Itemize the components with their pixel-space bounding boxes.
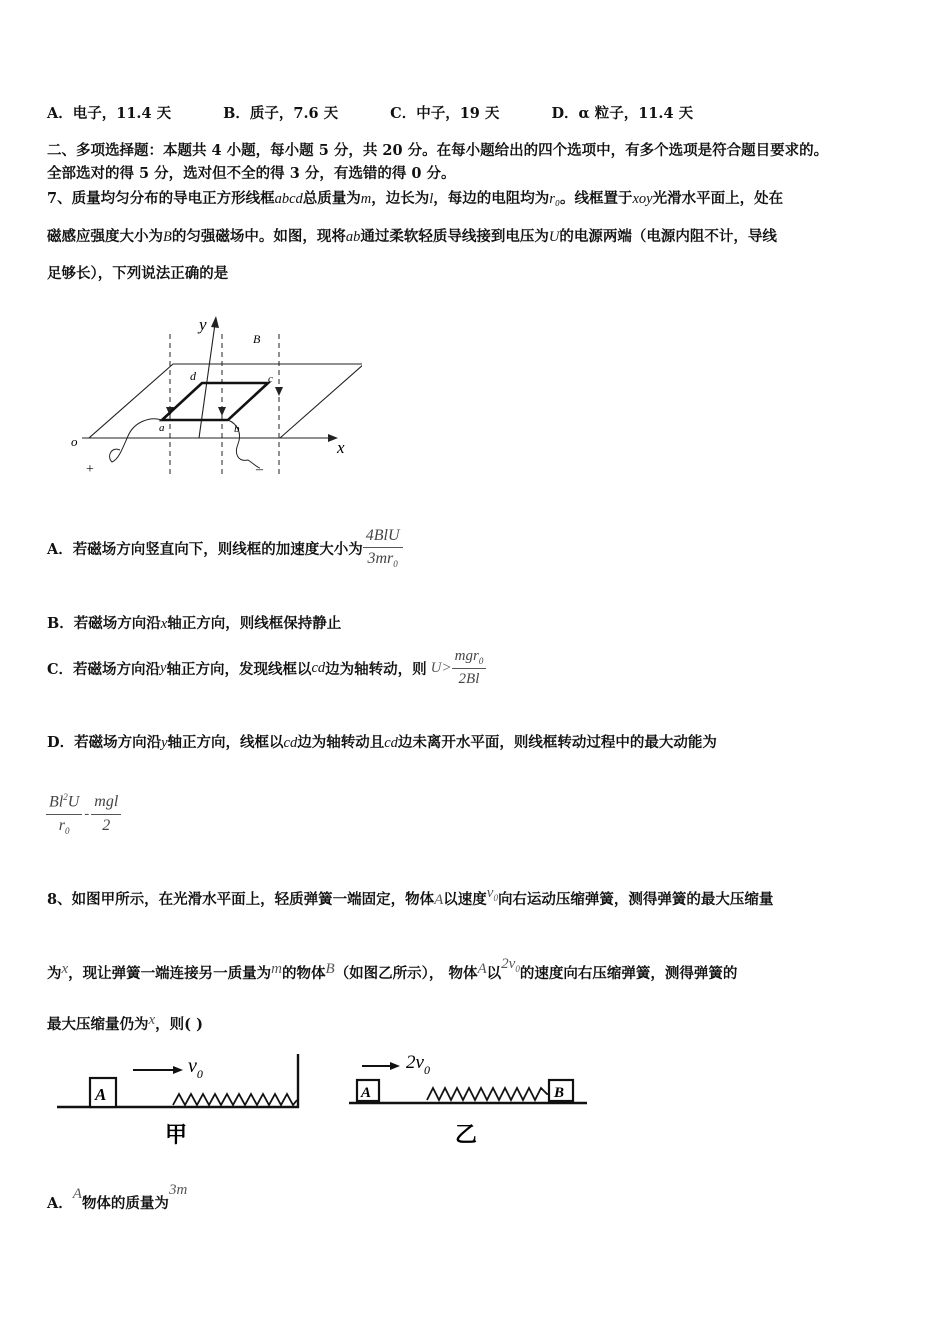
q7-stem-line2 — [47, 225, 777, 246]
q7-option-a-text: A．若磁场方向竖直向下，则线框的加速度大小为 — [47, 540, 363, 558]
q7-figure — [62, 310, 362, 490]
q6-options-row — [47, 102, 745, 123]
q8-option-a[interactable] — [47, 1182, 188, 1213]
q7-text: 总质量为 — [302, 190, 361, 207]
block-b-label: B — [554, 1085, 565, 1101]
q7-var-b: B — [163, 229, 172, 245]
q8-var-a: A — [477, 961, 487, 977]
q7-option-b-text: B．若磁场方向沿 — [47, 615, 161, 632]
plane-outline — [89, 364, 362, 438]
v-text: v — [188, 1055, 197, 1077]
q7-text: 。线框置于 — [559, 190, 633, 207]
num-text: U — [67, 793, 80, 811]
q7-option-c-var-cd: cd — [311, 659, 326, 676]
q8-option-a-var-3m: 3m — [168, 1182, 188, 1198]
q8-text: ，现让弹簧一端连接另一质量为 — [68, 965, 272, 982]
label-b-field: B — [253, 332, 261, 346]
label-y: y — [199, 315, 207, 334]
den-subscript: 0 — [393, 559, 398, 570]
spring — [427, 1088, 549, 1100]
label-b-corner: b — [234, 423, 240, 435]
q8-var-a: A — [434, 892, 444, 908]
q7-var-u: U — [548, 229, 560, 245]
fraction-denominator — [363, 548, 403, 570]
label-minus: – — [256, 462, 263, 477]
q7-option-c-var-y: y — [160, 659, 167, 676]
q8-option-a-var-a: A — [72, 1186, 82, 1202]
q7-var-m: m — [360, 191, 372, 207]
caption-jia: 甲 — [165, 1122, 188, 1147]
fraction-numerator — [452, 648, 487, 669]
q7-option-c-text: 轴正方向，发现线框以 — [166, 660, 312, 678]
num-text: mgr — [454, 648, 479, 664]
field-lines — [170, 334, 279, 474]
q8-text: 以 — [486, 965, 502, 982]
label-x: x — [337, 438, 345, 457]
q7-option-c-text: 边为轴转动，则 — [325, 660, 427, 678]
q7-option-b-text: 轴正方向，则线框保持静止 — [167, 615, 342, 632]
q8-text: 的物体 — [282, 965, 326, 982]
q6-option-a[interactable]: A．电子，11.4 天 — [47, 105, 172, 122]
q7-stem-line3: 足够长），下列说法正确的是 — [47, 265, 229, 282]
q7-option-d-text: 边为轴转动且 — [297, 734, 385, 751]
velocity-arrow-head-icon — [390, 1062, 400, 1070]
label-o: o — [71, 434, 78, 449]
den-text: r — [58, 816, 65, 834]
wire-frame-abcd — [162, 383, 268, 420]
velocity-label — [406, 1052, 430, 1077]
label-d: d — [190, 369, 196, 383]
q7-option-a-fraction — [363, 527, 403, 570]
q7-text: ，每边的电阻均为 — [433, 190, 550, 207]
q7-stem-line1 — [47, 187, 783, 208]
q7-option-d-text: 边未离开水平面，则线框转动过程中的最大动能为 — [397, 734, 717, 751]
q8-figure-jia — [55, 1050, 305, 1150]
q7-text: ，边长为 — [371, 190, 430, 207]
minus-sign: - — [84, 805, 90, 822]
label-a: a — [159, 422, 165, 434]
q8-var-x: x — [148, 1012, 156, 1028]
v-subscript: 0 — [196, 1067, 203, 1081]
q8-text: 8、如图甲所示，在光滑水平面上，轻质弹簧一端固定，物体 — [47, 891, 435, 908]
label-c: c — [268, 373, 273, 385]
q7-text: 的匀强磁场中。如图，现将 — [171, 228, 346, 245]
q7-text: 的电源两端（电源内阻不计，导线 — [559, 228, 777, 245]
q7-option-b[interactable] — [47, 612, 341, 633]
v-text: 2v — [406, 1052, 424, 1073]
q8-option-a-text: 物体的质量为 — [81, 1195, 169, 1212]
q7-option-b-var-x: x — [160, 616, 168, 632]
y-axis-arrow-icon — [211, 316, 219, 328]
q7-text: 7、质量均匀分布的导电正方形线框 — [47, 190, 275, 207]
q6-option-d[interactable]: D．α 粒子，11.4 天 — [551, 105, 694, 122]
q8-stem-line2 — [47, 956, 738, 984]
q7-option-d-fraction-1 — [46, 792, 82, 836]
q7-var-l: l — [429, 191, 434, 207]
q7-option-a[interactable] — [47, 527, 403, 570]
lead-wire-b — [228, 420, 260, 468]
spring — [173, 1094, 297, 1105]
q7-option-c-text: C．若磁场方向沿 — [47, 660, 161, 678]
q7-option-d-fraction-2 — [91, 793, 121, 835]
q7-text: 磁感应强度大小为 — [47, 228, 163, 245]
v-text: v — [486, 885, 494, 901]
velocity-arrow-head-icon — [173, 1066, 183, 1074]
q8-text: ，则( ) — [155, 1016, 203, 1033]
q7-option-d-var-cd: cd — [283, 735, 298, 751]
q7-option-d-text: D．若磁场方向沿 — [47, 734, 162, 751]
q8-text: 的速度向右压缩弹簧，测得弹簧的 — [519, 965, 738, 982]
q8-text: 最大压缩量仍为 — [47, 1016, 149, 1033]
q8-text: （如图乙所示）， 物体 — [334, 965, 478, 982]
q7-option-c-u-gt: U> — [430, 659, 452, 676]
q7-var-r0: r₀ — [549, 191, 560, 207]
q8-figure-yi — [345, 1048, 590, 1148]
q8-stem-line3 — [47, 1013, 203, 1034]
label-plus: + — [86, 462, 94, 477]
den-subscript: 0 — [65, 825, 70, 836]
q8-text: 向右运动压缩弹簧，测得弹簧的最大压缩量 — [497, 891, 774, 908]
q8-var-x: x — [61, 961, 69, 977]
q7-option-d-formula — [46, 792, 121, 836]
fraction-numerator: mgl — [91, 793, 121, 814]
num-superscript: 2 — [63, 792, 68, 802]
q7-var-ab: ab — [345, 229, 361, 245]
velocity-label — [188, 1055, 203, 1081]
q7-option-d-var-y: y — [161, 735, 168, 751]
q8-option-a-text: A． — [47, 1195, 73, 1212]
q7-option-c[interactable] — [47, 648, 486, 689]
q7-option-d[interactable] — [47, 731, 717, 752]
caption-yi: 乙 — [455, 1122, 478, 1147]
q7-option-d-var-cd: cd — [384, 735, 398, 751]
lead-wire-a — [110, 419, 162, 462]
v-text: 2v — [501, 956, 516, 972]
q7-var-abcd: abcd — [274, 191, 303, 207]
v-subscript: 0 — [423, 1063, 430, 1077]
block-a-label: A — [95, 1085, 107, 1104]
fraction-denominator: 2 — [102, 816, 111, 834]
q8-text: 为 — [47, 965, 62, 982]
q8-var-v0 — [487, 885, 498, 901]
q8-var-b: B — [325, 961, 335, 977]
q8-var-m: m — [271, 961, 283, 977]
den-text: 3mr — [367, 550, 394, 568]
q7-var-xoy: xoy — [632, 191, 653, 207]
fraction-denominator — [46, 815, 82, 837]
section2-heading-line2: 全部选对的得 5 分，选对但不全的得 3 分，有选错的得 0 分。 — [47, 165, 456, 182]
num-text: Bl — [49, 793, 64, 811]
num-subscript: 0 — [478, 656, 484, 666]
q7-option-d-text: 轴正方向，线框以 — [167, 734, 284, 751]
q6-option-c[interactable]: C．中子，19 天 — [390, 105, 500, 122]
block-a-label: A — [361, 1085, 372, 1101]
q8-text: 以速度 — [443, 891, 487, 908]
fraction-denominator: 2Bl — [458, 671, 480, 688]
q6-option-b[interactable]: B．质子，7.6 天 — [223, 105, 339, 122]
fraction-numerator: 4BlU — [363, 527, 403, 548]
q7-option-c-fraction — [452, 648, 487, 689]
v-subscript: 0 — [515, 964, 520, 974]
q8-var-2v0 — [501, 956, 520, 972]
section2-heading-line1: 二、多项选择题：本题共 4 小题，每小题 5 分，共 20 分。在每小题给出的四个选项中，有多个选项是符合题目要求的。 — [47, 142, 829, 159]
fraction-numerator — [46, 792, 82, 815]
q7-text: 光滑水平面上，处在 — [652, 190, 784, 207]
q7-text: 通过柔软轻质导线接到电压为 — [360, 228, 549, 245]
q8-stem-line1 — [47, 885, 774, 910]
v-subscript: 0 — [493, 893, 498, 903]
